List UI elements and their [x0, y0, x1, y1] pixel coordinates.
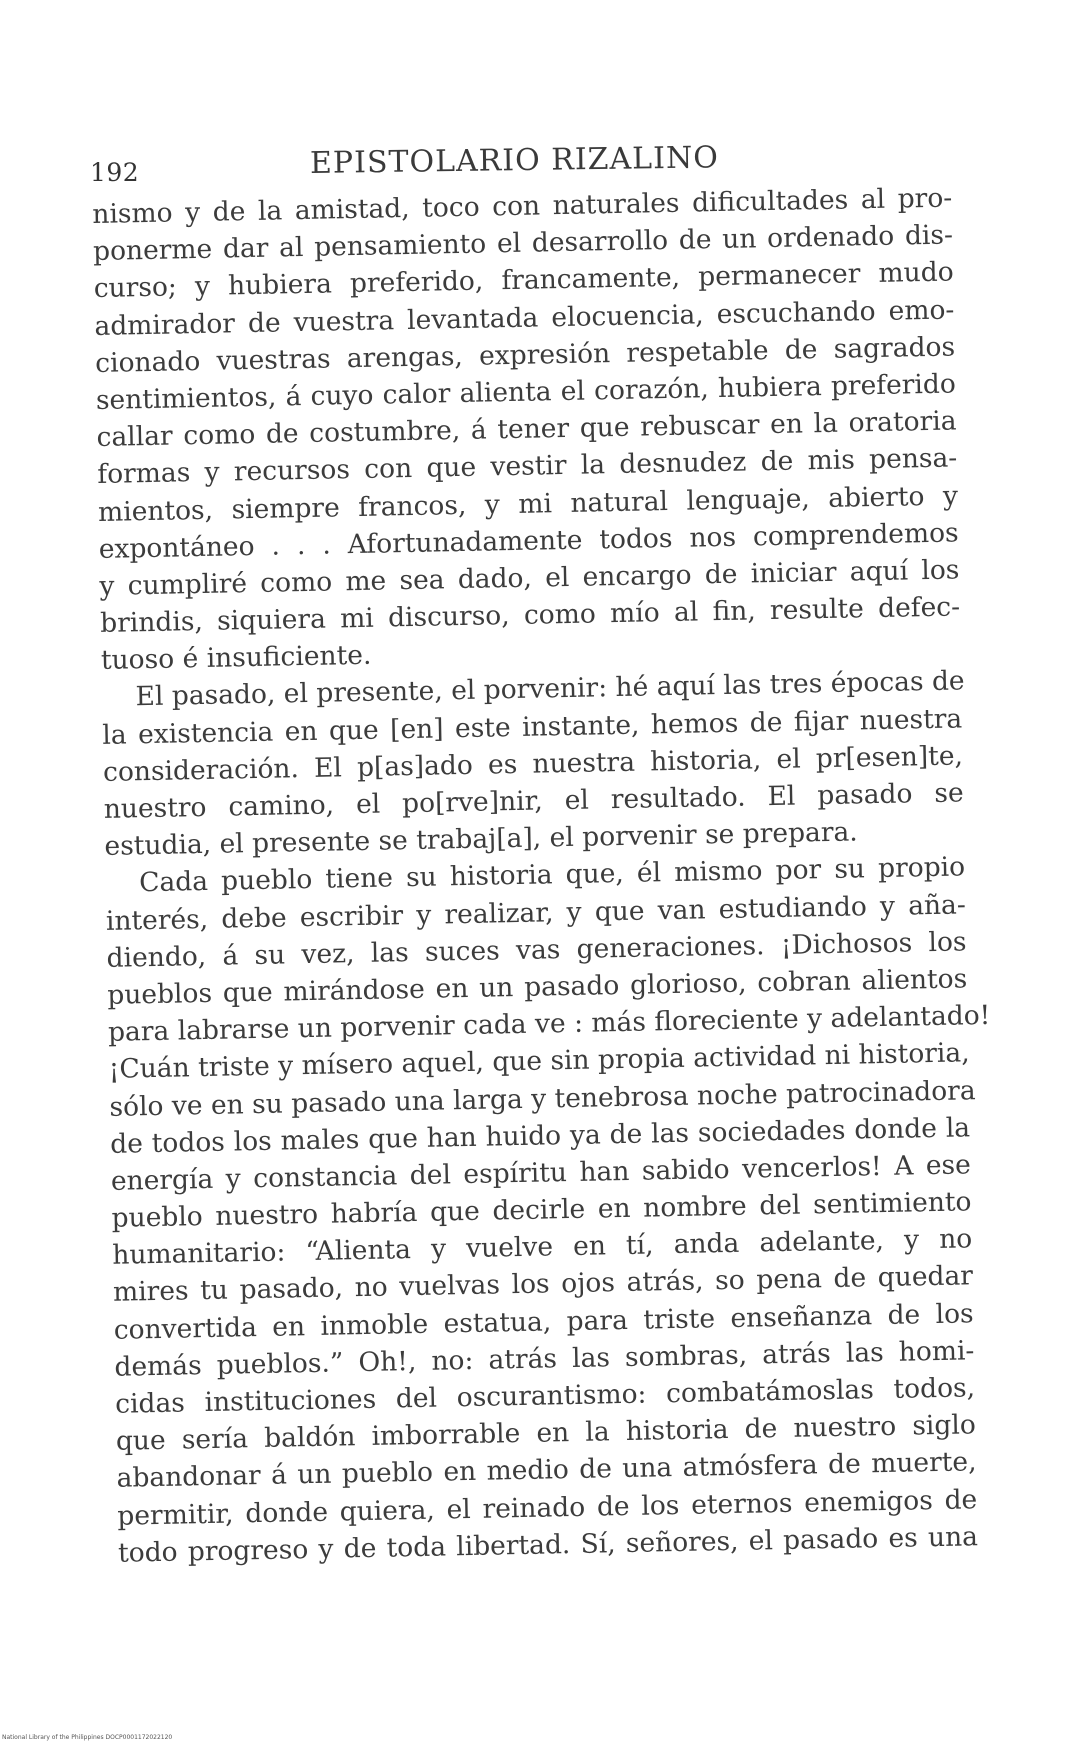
text-line: curso; y hubiera preferido, francamente, permanecer mudo: [93, 256, 954, 305]
text-line: nuestro camino, el po[rve]nir, el resultado. El pasado se: [103, 777, 964, 825]
text-line: interés, debe escribir y realizar, y que van estudiando y aña-: [105, 888, 967, 937]
text-line: para labrarse un porvenir cada ve : más floreciente y adelantado!: [107, 1000, 991, 1048]
text-line: admirador de vuestra levantada elocuencia, escuchando emo-: [94, 294, 955, 342]
text-line: callar como de costumbre, á tener que rebuscar en la oratoria: [96, 405, 957, 454]
archive-stamp: National Library of the Philippines DOCP0001172022120: [2, 1734, 173, 1741]
body-text: [92, 179, 991, 1571]
text-line: consideración. El p[as]ado es nuestra historia, el pr[esen]te,: [102, 740, 964, 788]
text-line: formas y recursos con que vestir la desnudez de mis pensa-: [97, 442, 958, 491]
text-line: pueblos que mirándose en un pasado glorioso, cobran alientos: [107, 963, 968, 1011]
text-line: ¡Cuán triste y mísero aquel, que sin propia actividad ni historia,: [108, 1037, 970, 1086]
text-line: brindis, siquiera mi discurso, como mío al fin, resulte defec-: [99, 591, 961, 639]
text-line: abandonar á un pueblo en medio de una atmósfera de muerte,: [116, 1446, 977, 1495]
text-line: que sería baldón imborrable en la historia de nuestro siglo: [115, 1409, 977, 1457]
text-line: tuoso é insuficiente.: [100, 639, 372, 677]
running-title: EPISTOLARIO RIZALINO: [309, 140, 720, 181]
text-line: energía y constancia del espíritu han sabido vencerlos! A ese: [110, 1149, 972, 1197]
text-line: y cumpliré como me sea dado, el encargo de iniciar aquí los: [99, 554, 960, 602]
text-line: ponerme dar al pensamiento el desarrollo de un ordenado dis-: [92, 219, 954, 268]
paragraph-first-line: Cada pueblo tiene su historia que, él mismo por su propio: [138, 851, 966, 899]
text-line: nismo y de la amistad, toco con naturales dificultades al pro-: [92, 182, 953, 230]
text-line: sólo ve en su pasado una larga y tenebrosa noche patrocinadora: [109, 1074, 976, 1123]
page-number: 192: [90, 158, 140, 187]
text-line: mires tu pasado, no vuelvas los ojos atrás, so pena de quedar: [112, 1260, 974, 1309]
text-line: humanitario: “Alienta y vuelve en tí, anda adelante, y no: [112, 1223, 973, 1272]
text-line: todo progreso y de toda libertad. Sí, señores, el pasado es una: [117, 1520, 979, 1569]
text-line: cidas instituciones del oscurantismo: combatámoslas todos,: [114, 1372, 976, 1420]
text-line: convertida en inmoble estatua, para triste enseñanza de los: [113, 1297, 974, 1346]
text-line: permitir, donde quiera, el reinado de los eternos enemigos de: [117, 1483, 978, 1532]
paragraph-first-line: El pasado, el presente, el porvenir: hé aquí las tres épocas de: [135, 665, 965, 713]
text-line: la existencia en que [en] este instante, hemos de fijar nuestra: [102, 703, 963, 751]
text-line: mientos, siempre francos, y mi natural lenguaje, abierto y: [97, 479, 959, 528]
text-line: cionado vuestras arengas, expresión respetable de sagrados: [94, 331, 956, 379]
text-line: demás pueblos.” Oh!, no: atrás las sombras, atrás las homi-: [114, 1335, 975, 1383]
text-line: estudia, el presente se trabaj[a], el porvenir se prepara.: [104, 816, 858, 863]
text-line: de todos los males que han huido ya de las sociedades donde la: [109, 1112, 971, 1160]
text-line: expontáneo . . . Afortunadamente todos nos comprendemos: [98, 517, 959, 565]
text-line: diendo, á su vez, las suces vas generaciones. ¡Dichosos los: [106, 926, 967, 974]
text-line: sentimientos, á cuyo calor alienta el corazón, hubiera preferido: [95, 368, 957, 416]
text-line: pueblo nuestro habría que decirle en nombre del sentimiento: [111, 1186, 972, 1234]
